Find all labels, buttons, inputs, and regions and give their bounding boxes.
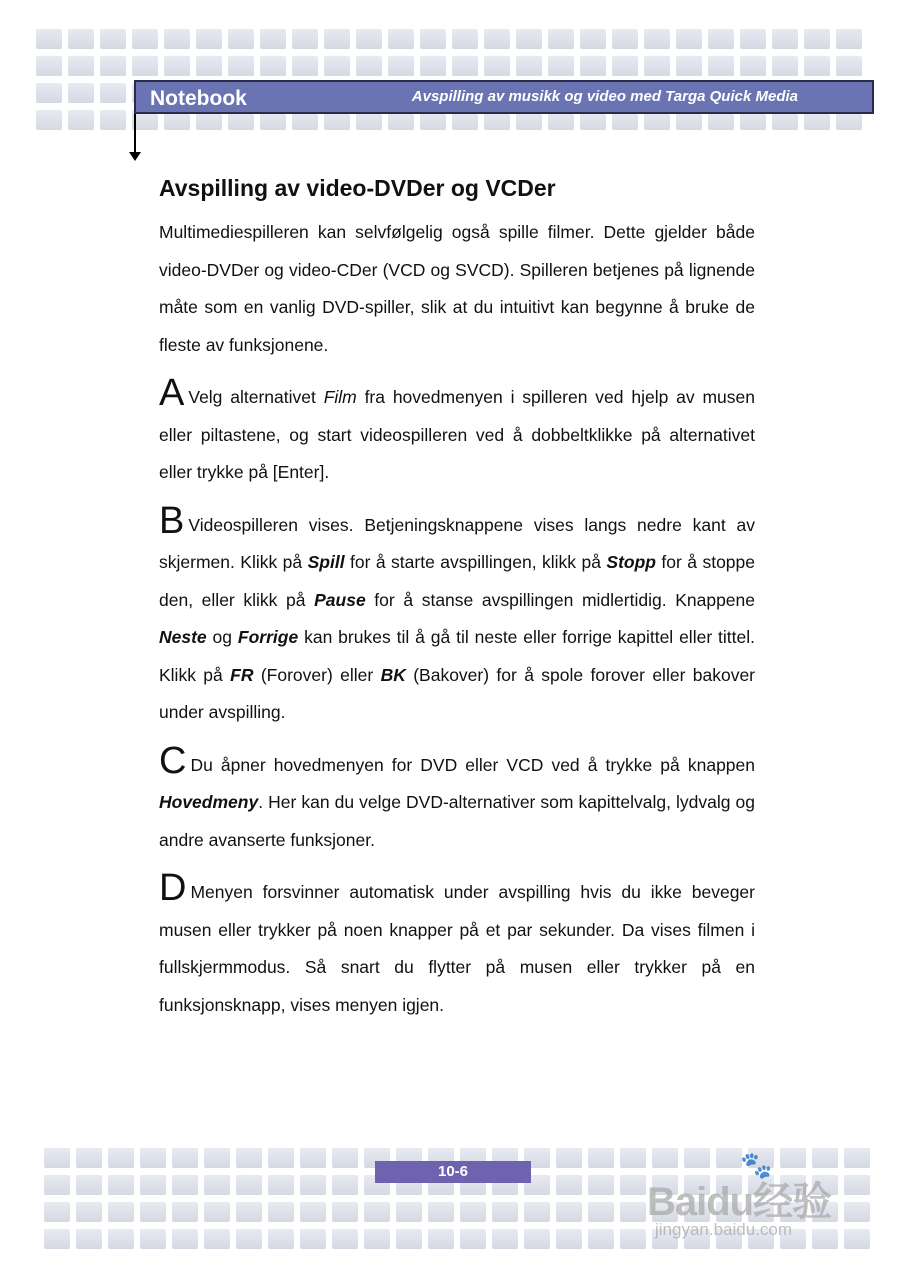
decor-tile (428, 1229, 454, 1249)
step-b-text: og (206, 627, 238, 647)
decor-tile (236, 1229, 262, 1249)
decor-tile (388, 56, 414, 76)
page-header-bar (134, 80, 874, 114)
decor-tile (612, 29, 638, 49)
decor-tile (588, 1175, 614, 1195)
film-term: Film (323, 387, 357, 407)
decor-tile (516, 56, 542, 76)
decor-tile (76, 1148, 102, 1168)
decor-tile (708, 29, 734, 49)
decor-tile (204, 1202, 230, 1222)
pause-term: Pause (314, 589, 366, 610)
baidu-watermark (645, 1150, 875, 1250)
decor-tile (300, 1175, 326, 1195)
decor-tile (620, 1229, 646, 1249)
decor-tile (644, 29, 670, 49)
step-b-text: for å starte avspillingen, klikk på (344, 552, 607, 572)
section-title: Avspilling av musikk og video med Targa Quick Media (411, 88, 798, 105)
decor-tile (44, 1229, 70, 1249)
decor-tile (300, 1229, 326, 1249)
step-a-letter: A (159, 372, 185, 414)
decor-tile (172, 1229, 198, 1249)
decor-tile (676, 56, 702, 76)
decor-tile (836, 29, 862, 49)
decor-tile (396, 1229, 422, 1249)
decor-tile (452, 29, 478, 49)
step-d-paragraph (159, 867, 755, 1024)
decor-tile (364, 1202, 390, 1222)
decor-tile (260, 29, 286, 49)
decor-tile (324, 29, 350, 49)
decor-tile (580, 56, 606, 76)
decor-tile (356, 29, 382, 49)
decor-tile (460, 1202, 486, 1222)
decor-tile (132, 29, 158, 49)
decor-tile (388, 29, 414, 49)
decor-tile (68, 110, 94, 130)
decor-tile (548, 29, 574, 49)
step-b-text: for å stoppe den, eller klikk på (159, 552, 755, 610)
decor-tile (108, 1229, 134, 1249)
decor-tile (108, 1202, 134, 1222)
decor-tile (140, 1229, 166, 1249)
decor-tile (556, 1229, 582, 1249)
page-title: Avspilling av video-DVDer og VCDer (159, 175, 556, 201)
decor-tile (708, 56, 734, 76)
decor-tile (100, 56, 126, 76)
decor-tile (76, 1175, 102, 1195)
decor-tile (772, 56, 798, 76)
decor-tile (108, 1148, 134, 1168)
decor-tile (172, 1175, 198, 1195)
decor-tile (204, 1175, 230, 1195)
decor-tile (804, 56, 830, 76)
decor-tile (164, 29, 190, 49)
decor-tile (332, 1175, 358, 1195)
decor-tile (484, 56, 510, 76)
notebook-label: Notebook (150, 87, 247, 110)
intro-paragraph: Multimediespilleren kan selvfølgelig også spille filmer. Dette gjelder både video-DVDer og video-CDer (VCD og SVCD). Spilleren betjenes på lignende måte som en vanlig DVD-spiller, slik at du intuitivt kan begynne å bruke de fleste av funksjonene. (159, 222, 755, 355)
decor-tile (620, 1148, 646, 1168)
decor-tile (556, 1175, 582, 1195)
decor-tile (196, 56, 222, 76)
decor-tile (204, 1148, 230, 1168)
decor-tile (268, 1202, 294, 1222)
decor-tile (140, 1202, 166, 1222)
decor-tile (492, 1229, 518, 1249)
bk-term: BK (380, 664, 406, 685)
decor-tile (524, 1202, 550, 1222)
hovedmeny-term: Hovedmeny (159, 792, 259, 812)
step-b-text: kan brukes til å gå til neste eller forrige kapittel eller tittel. Klikk på (159, 627, 755, 685)
decor-tile (620, 1175, 646, 1195)
decor-tile (100, 29, 126, 49)
arrow-down-icon (129, 152, 141, 161)
decor-tile (556, 1148, 582, 1168)
decor-tile (292, 29, 318, 49)
decor-tile (68, 56, 94, 76)
decor-tile (196, 29, 222, 49)
decor-tile (260, 56, 286, 76)
decor-tile (836, 56, 862, 76)
decor-tile (332, 1202, 358, 1222)
decor-tile (452, 56, 478, 76)
decor-tile (492, 1202, 518, 1222)
step-d-letter: D (159, 867, 187, 909)
fr-term: FR (230, 664, 254, 685)
decor-tile (588, 1202, 614, 1222)
decor-tile (140, 1175, 166, 1195)
decor-tile (548, 56, 574, 76)
step-b-paragraph (159, 499, 756, 732)
decor-tile (420, 29, 446, 49)
page-content (159, 174, 755, 1038)
decor-tile (100, 110, 126, 130)
decor-tile (620, 1202, 646, 1222)
forrige-term: Forrige (237, 627, 299, 647)
decor-tile (172, 1202, 198, 1222)
step-a-text: fra hovedmenyen i spilleren ved hjelp av musen eller piltastene, og start videospilleren ved å dobbeltklikke på alternativet eller trykke på [Enter]. (159, 387, 755, 482)
decor-tile (68, 83, 94, 103)
decor-tile (44, 1202, 70, 1222)
decor-tile (268, 1175, 294, 1195)
decor-tile (36, 83, 62, 103)
decor-tile (556, 1202, 582, 1222)
decor-tile (740, 29, 766, 49)
decor-tile (68, 29, 94, 49)
step-a-text: Velg alternativet (188, 387, 324, 407)
step-c-paragraph (159, 739, 755, 860)
paw-icon: 🐾 (740, 1150, 773, 1180)
decor-tile (132, 56, 158, 76)
decor-tile (300, 1148, 326, 1168)
decor-tile (524, 1229, 550, 1249)
decor-tile (44, 1175, 70, 1195)
decor-tile (396, 1202, 422, 1222)
step-c-letter: C (159, 739, 187, 782)
decor-tile (804, 29, 830, 49)
decor-tile (484, 29, 510, 49)
decor-tile (580, 29, 606, 49)
neste-term: Neste (159, 627, 207, 647)
decor-tile (108, 1175, 134, 1195)
decor-tile (172, 1148, 198, 1168)
decor-tile (588, 1229, 614, 1249)
decor-tile (236, 1175, 262, 1195)
step-c-text: Du åpner hovedmenyen for DVD eller VCD ved å trykke på knappen (190, 754, 755, 775)
decor-tile (228, 29, 254, 49)
decor-tile (76, 1202, 102, 1222)
decor-tile (644, 56, 670, 76)
stopp-term: Stopp (606, 552, 656, 572)
decor-tile (516, 29, 542, 49)
decor-tile (300, 1202, 326, 1222)
decor-tile (324, 56, 350, 76)
step-b-text: Videospilleren vises. Betjeningsknappene vises langs nedre kant av skjermen. Klikk på (159, 514, 755, 572)
watermark-brand: Baidu经验 (647, 1180, 832, 1224)
step-c-text: . Her kan du velge DVD-alternativer som kapittelvalg, lydvalg og andre avanserte funksjoner. (159, 792, 755, 850)
decor-tile (204, 1229, 230, 1249)
decor-tile (44, 1148, 70, 1168)
decor-tile (460, 1229, 486, 1249)
decor-tile (612, 56, 638, 76)
decor-tile (332, 1148, 358, 1168)
decor-tile (268, 1148, 294, 1168)
decor-tile (140, 1148, 166, 1168)
step-b-text: (Bakover) for å spole forover eller bakover under avspilling. (159, 664, 756, 722)
decor-tile (356, 56, 382, 76)
decor-tile (292, 56, 318, 76)
decor-tile (236, 1202, 262, 1222)
decor-tile (364, 1229, 390, 1249)
decor-tile (228, 56, 254, 76)
decor-tile (428, 1202, 454, 1222)
decor-tile (268, 1229, 294, 1249)
watermark-url: jingyan.baidu.com (655, 1220, 793, 1239)
spill-term: Spill (307, 552, 345, 572)
step-b-text: (Forover) eller (253, 664, 381, 685)
decor-tile (676, 29, 702, 49)
step-a-paragraph (159, 372, 755, 492)
page-number: 10-6 (375, 1161, 531, 1183)
decor-tile (236, 1148, 262, 1168)
header-arrow-line (134, 114, 136, 154)
decor-tile (420, 56, 446, 76)
decor-tile (164, 56, 190, 76)
decor-tile (740, 56, 766, 76)
decor-tile (76, 1229, 102, 1249)
step-b-text: for å stanse avspillingen midlertidig. Knappene (365, 589, 756, 610)
decor-tile (772, 29, 798, 49)
decor-tile (332, 1229, 358, 1249)
decor-tile (588, 1148, 614, 1168)
decor-tile (36, 110, 62, 130)
decor-tile (100, 83, 126, 103)
step-b-letter: B (159, 499, 185, 542)
step-d-text: Menyen forsvinner automatisk under avspilling hvis du ikke beveger musen eller trykker på noen knapper på et par sekunder. Da vises filmen i fullskjermmodus. Så snart du flytter på musen eller trykker på en funksjonsknapp, vises menyen igjen. (159, 882, 755, 1015)
decor-tile (36, 56, 62, 76)
decor-tile (36, 29, 62, 49)
